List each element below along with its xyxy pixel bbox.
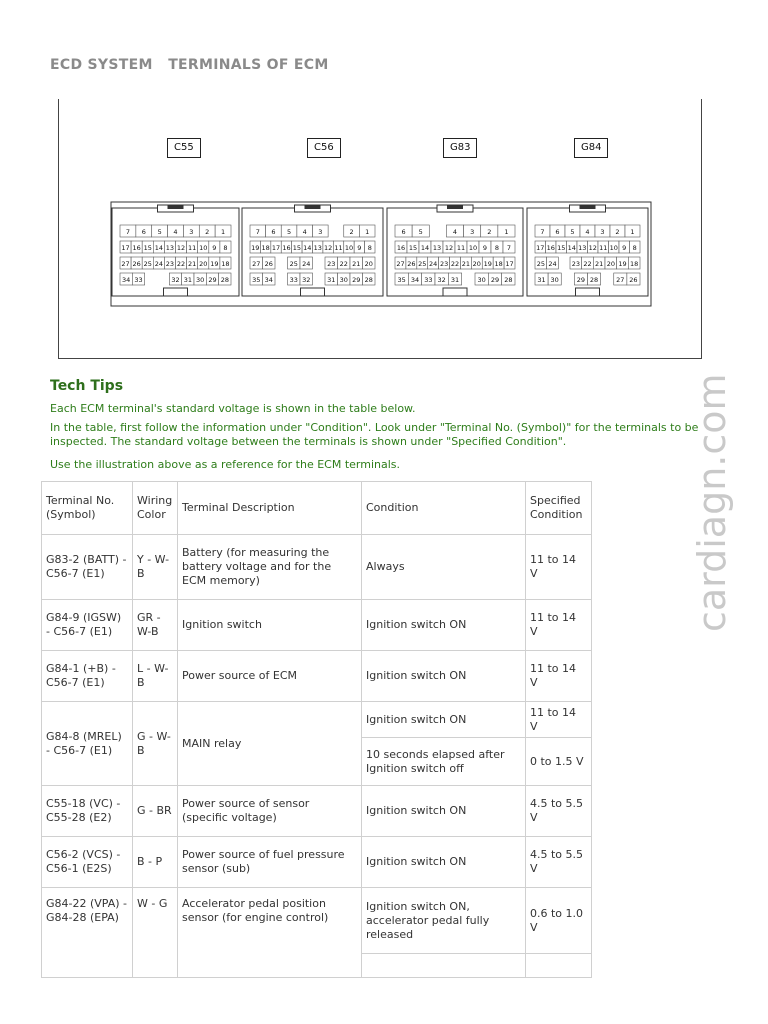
connector-key-slot: [443, 288, 467, 296]
terminal-number: 17: [536, 244, 545, 252]
terminal-number: 32: [437, 276, 446, 284]
terminal-number: 26: [629, 276, 638, 284]
connector-label: G84: [574, 138, 608, 158]
terminal-number: 30: [339, 276, 348, 284]
terminal-number: 15: [557, 244, 566, 252]
terminal-number: 17: [505, 260, 514, 268]
terminal-number: 14: [567, 244, 576, 252]
terminal-number: 20: [606, 260, 615, 268]
connector-latch-key: [447, 205, 463, 209]
terminal-number: 27: [252, 260, 261, 268]
terminal-spec-table: [41, 481, 592, 978]
terminal-number: 32: [171, 276, 180, 284]
terminal-number: 12: [444, 244, 454, 252]
condition-cell: Ignition switch ON: [362, 837, 526, 888]
terminal-number: 19: [483, 260, 492, 268]
terminal-number: 3: [600, 228, 605, 236]
terminal-cell: G84-8 (MREL) - C56-7 (E1): [42, 702, 133, 786]
wiring-cell: Y - W-B: [133, 535, 178, 600]
terminal-number: 16: [546, 244, 555, 252]
terminal-number: 1: [630, 228, 635, 236]
terminal-number: 21: [352, 260, 361, 268]
terminal-cell: G83-2 (BATT) - C56-7 (E1): [42, 535, 133, 600]
terminal-number: 31: [183, 276, 192, 284]
terminal-number: 18: [261, 244, 270, 252]
terminal-number: 30: [196, 276, 205, 284]
terminal-number: 11: [599, 244, 608, 252]
terminal-number: 23: [327, 260, 336, 268]
connector-label: C56: [307, 138, 341, 158]
column-header: Specified Condition: [526, 482, 592, 535]
terminal-cell: G84-22 (VPA) - G84-28 (EPA): [42, 888, 133, 978]
terminal-number: 29: [208, 276, 217, 284]
terminal-number: 20: [364, 260, 373, 268]
terminal-cell: G84-1 (+B) - C56-7 (E1): [42, 651, 133, 702]
column-header: Terminal No. (Symbol): [42, 482, 133, 535]
spec-cell: 0 to 1.5 V: [526, 738, 592, 786]
terminal-number: 22: [450, 260, 460, 268]
terminal-number: 15: [408, 244, 418, 252]
watermark: cardiagn.com: [690, 373, 734, 632]
terminal-number: 10: [468, 244, 478, 252]
terminal-number: 11: [188, 244, 197, 252]
connector-key-slot: [164, 288, 188, 296]
terminal-number: 19: [618, 260, 627, 268]
terminal-number: 2: [205, 228, 210, 236]
condition-cell: Ignition switch ON: [362, 600, 526, 651]
terminal-number: 29: [490, 276, 500, 284]
terminal-number: 25: [418, 260, 427, 268]
description-cell: Ignition switch: [178, 600, 362, 651]
terminal-number: 15: [143, 244, 152, 252]
spec-cell: 11 to 14 V: [526, 600, 592, 651]
spec-cell: 11 to 14 V: [526, 535, 592, 600]
connector-latch-key: [580, 205, 596, 209]
terminal-number: 14: [420, 244, 430, 252]
terminal-number: 21: [461, 260, 471, 268]
terminal-number: 29: [352, 276, 361, 284]
condition-cell: Ignition switch ON, accelerator pedal fully released: [362, 888, 526, 954]
terminal-number: 24: [548, 260, 557, 268]
terminal-number: 6: [141, 228, 146, 236]
terminal-number: 2: [487, 228, 492, 236]
wiring-cell: W - G: [133, 888, 178, 978]
tech-tip-line: In the table, first follow the information under "Condition". Look under "Terminal No. (Symbol)" for the terminals to be inspected. The standard voltage between the terminals is shown under "Specified Condition".: [50, 421, 699, 448]
condition-cell: [362, 954, 526, 978]
wiring-cell: GR - W-B: [133, 600, 178, 651]
terminal-number: 7: [125, 228, 130, 236]
terminal-number: 20: [472, 260, 481, 268]
description-cell: MAIN relay: [178, 702, 362, 786]
terminal-number: 22: [339, 260, 348, 268]
terminal-number: 24: [154, 260, 163, 268]
table-row: [42, 837, 592, 888]
spec-cell: 4.5 to 5.5 V: [526, 837, 592, 888]
terminal-number: 6: [401, 228, 406, 236]
description-cell: Power source of ECM: [178, 651, 362, 702]
terminal-number: 18: [221, 260, 230, 268]
terminal-number: 16: [282, 244, 291, 252]
terminal-number: 10: [199, 244, 208, 252]
terminal-number: 27: [616, 276, 625, 284]
terminal-number: 11: [456, 244, 466, 252]
connector-latch-key: [305, 205, 321, 209]
terminal-number: 25: [143, 260, 152, 268]
table-row: [42, 786, 592, 837]
terminal-number: 3: [318, 228, 323, 236]
terminal-number: 25: [289, 260, 298, 268]
condition-cell: 10 seconds elapsed after Ignition switch off: [362, 738, 526, 786]
terminal-number: 1: [504, 228, 509, 236]
terminal-number: 27: [396, 260, 405, 268]
terminal-number: 24: [429, 260, 438, 268]
terminal-number: 31: [450, 276, 460, 284]
terminal-number: 26: [132, 260, 141, 268]
spec-cell: 0.6 to 1.0 V: [526, 888, 592, 954]
terminal-number: 31: [537, 276, 546, 284]
terminal-number: 28: [504, 276, 513, 284]
terminal-number: 2: [349, 228, 354, 236]
ecm-connector-diagram: [58, 99, 702, 359]
terminal-number: 24: [302, 260, 311, 268]
connector-label: C55: [167, 138, 201, 158]
terminal-number: 5: [286, 228, 292, 236]
table-row: [42, 702, 592, 738]
terminal-number: 4: [452, 228, 458, 236]
wiring-cell: L - W-B: [133, 651, 178, 702]
terminal-number: 28: [364, 276, 373, 284]
terminal-number: 35: [397, 276, 406, 284]
terminal-number: 18: [494, 260, 503, 268]
terminal-number: 10: [344, 244, 354, 252]
terminal-cell: C56-2 (VCS) - C56-1 (E2S): [42, 837, 133, 888]
terminal-number: 8: [223, 244, 228, 252]
connector-key-slot: [576, 288, 600, 296]
terminal-number: 28: [589, 276, 599, 284]
terminal-number: 9: [212, 244, 217, 252]
terminal-number: 10: [609, 244, 618, 252]
tech-tip-line: Use the illustration above as a reference for the ECM terminals.: [50, 458, 401, 471]
terminal-number: 30: [477, 276, 486, 284]
terminal-number: 23: [165, 260, 175, 268]
table-row: [42, 600, 592, 651]
terminal-number: 1: [365, 228, 370, 236]
spec-cell: 4.5 to 5.5 V: [526, 786, 592, 837]
terminal-number: 17: [271, 244, 281, 252]
terminal-number: 7: [255, 228, 260, 236]
terminal-number: 27: [121, 260, 130, 268]
wiring-cell: G - BR: [133, 786, 178, 837]
terminal-number: 22: [176, 260, 186, 268]
terminal-number: 33: [134, 276, 143, 284]
terminal-number: 31: [327, 276, 336, 284]
spec-cell: 11 to 14 V: [526, 651, 592, 702]
terminal-number: 5: [418, 228, 423, 236]
spec-cell: [526, 954, 592, 978]
terminal-number: 26: [407, 260, 416, 268]
wiring-cell: B - P: [133, 837, 178, 888]
terminal-number: 8: [367, 244, 372, 252]
condition-cell: Ignition switch ON: [362, 651, 526, 702]
tech-tip-line: Each ECM terminal's standard voltage is shown in the table below.: [50, 402, 416, 415]
terminal-number: 5: [570, 228, 575, 236]
terminal-number: 23: [439, 260, 449, 268]
terminal-number: 6: [271, 228, 276, 236]
terminal-number: 34: [122, 276, 131, 284]
terminal-number: 12: [176, 244, 186, 252]
terminal-number: 12: [588, 244, 597, 252]
terminal-number: 13: [432, 244, 442, 252]
terminal-number: 16: [132, 244, 141, 252]
terminal-number: 2: [615, 228, 620, 236]
terminal-number: 26: [264, 260, 273, 268]
terminal-number: 19: [251, 244, 260, 252]
terminal-number: 32: [302, 276, 311, 284]
terminal-number: 22: [583, 260, 592, 268]
description-cell: Power source of sensor (specific voltage): [178, 786, 362, 837]
terminal-number: 19: [210, 260, 219, 268]
terminal-number: 29: [576, 276, 586, 284]
terminal-number: 8: [494, 244, 500, 252]
terminal-number: 13: [578, 244, 587, 252]
terminal-number: 6: [555, 228, 560, 236]
table-row: [42, 888, 592, 954]
terminal-number: 21: [595, 260, 604, 268]
condition-cell: Ignition switch ON: [362, 786, 526, 837]
terminal-number: 4: [302, 228, 307, 236]
terminal-number: 17: [121, 244, 130, 252]
condition-cell: Ignition switch ON: [362, 702, 526, 738]
terminal-number: 16: [396, 244, 406, 252]
spec-cell: 11 to 14 V: [526, 702, 592, 738]
terminal-number: 23: [571, 260, 580, 268]
terminal-number: 7: [540, 228, 545, 236]
table-row: [42, 651, 592, 702]
terminal-number: 28: [220, 276, 229, 284]
terminal-number: 1: [221, 228, 226, 236]
table-row: [42, 535, 592, 600]
terminal-number: 35: [252, 276, 261, 284]
column-header: Terminal Description: [178, 482, 362, 535]
tech-tips-title: Tech Tips: [50, 378, 124, 394]
terminal-number: 33: [289, 276, 298, 284]
terminal-number: 30: [550, 276, 559, 284]
terminal-number: 13: [165, 244, 175, 252]
terminal-number: 21: [188, 260, 197, 268]
terminal-number: 20: [199, 260, 208, 268]
terminal-number: 4: [173, 228, 178, 236]
terminal-number: 34: [410, 276, 420, 284]
description-cell: Battery (for measuring the battery voltage and for the ECM memory): [178, 535, 362, 600]
terminal-number: 15: [292, 244, 302, 252]
connector-latch-key: [168, 205, 184, 209]
terminal-number: 3: [189, 228, 194, 236]
terminal-number: 7: [506, 244, 512, 252]
terminal-number: 9: [482, 244, 488, 252]
terminal-number: 34: [264, 276, 273, 284]
terminal-number: 13: [313, 244, 322, 252]
terminal-cell: C55-18 (VC) - C55-28 (E2): [42, 786, 133, 837]
terminal-number: 12: [323, 244, 333, 252]
terminal-number: 18: [630, 260, 639, 268]
terminal-cell: G84-9 (IGSW) - C56-7 (E1): [42, 600, 133, 651]
description-cell: Power source of fuel pressure sensor (sub): [178, 837, 362, 888]
terminal-number: 14: [303, 244, 312, 252]
page-title: ECD SYSTEM TERMINALS OF ECM: [50, 57, 329, 73]
terminal-number: 9: [357, 244, 362, 252]
terminal-number: 3: [470, 228, 475, 236]
terminal-number: 33: [424, 276, 433, 284]
terminal-number: 4: [585, 228, 590, 236]
terminal-number: 9: [622, 244, 627, 252]
terminal-number: 8: [632, 244, 637, 252]
connector-key-slot: [301, 288, 325, 296]
column-header: Condition: [362, 482, 526, 535]
condition-cell: Always: [362, 535, 526, 600]
wiring-cell: G - W-B: [133, 702, 178, 786]
table-header-row: [42, 482, 592, 535]
terminal-number: 11: [334, 244, 343, 252]
connector-label: G83: [443, 138, 477, 158]
terminal-number: 5: [157, 228, 162, 236]
description-cell: Accelerator pedal position sensor (for engine control): [178, 888, 362, 978]
column-header: Wiring Color: [133, 482, 178, 535]
terminal-number: 14: [154, 244, 163, 252]
terminal-number: 25: [536, 260, 545, 268]
